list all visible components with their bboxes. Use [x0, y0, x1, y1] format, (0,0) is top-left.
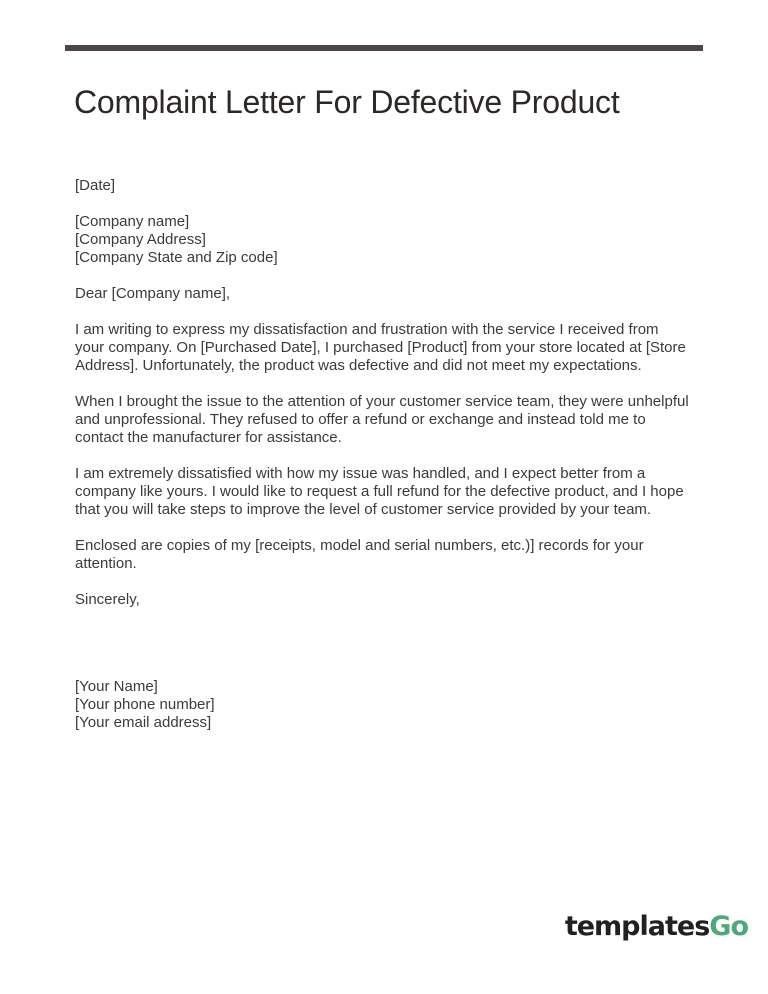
recipient-company-name: [Company name]: [75, 213, 190, 230]
signature-phone: [Your phone number]: [75, 696, 215, 713]
letter-body: [75, 177, 695, 750]
templatesgo-logo: [565, 911, 748, 942]
date-block: [75, 177, 695, 195]
paragraph-1: [75, 321, 695, 375]
recipient-company-address: [Company Address]: [75, 231, 206, 248]
paragraph-2-line-2: and unprofessional. They refused to offer a refund or exchange and instead told me to: [75, 411, 646, 428]
paragraph-4: [75, 537, 695, 573]
page-title: Complaint Letter For Defective Product: [74, 84, 620, 120]
logo-text-go: Go: [709, 911, 748, 942]
paragraph-3: [75, 465, 695, 519]
paragraph-3-line-3: that you will take steps to improve the level of customer service provided by your team.: [75, 501, 652, 518]
date-placeholder: [Date]: [75, 177, 116, 194]
logo-text-templates: templates: [564, 911, 710, 942]
salutation: [75, 285, 695, 303]
closing: [75, 591, 695, 609]
signature-name: [Your Name]: [75, 678, 158, 695]
paragraph-4-line-1: Enclosed are copies of my [receipts, model and serial numbers, etc.)] records for your: [75, 537, 644, 554]
recipient-block: [75, 213, 695, 267]
signature-email: [Your email address]: [75, 714, 212, 731]
recipient-company-state-zip: [Company State and Zip code]: [75, 249, 278, 266]
paragraph-1-line-2: your company. On [Purchased Date], I purchased [Product] from your store located at [Store: [75, 339, 686, 356]
paragraph-1-line-1: I am writing to express my dissatisfaction and frustration with the service I received from: [75, 321, 659, 338]
paragraph-4-line-2: attention.: [75, 555, 137, 572]
paragraph-2-line-3: contact the manufacturer for assistance.: [75, 429, 342, 446]
paragraph-1-line-3: Address]. Unfortunately, the product was defective and did not meet my expectations.: [75, 357, 642, 374]
signature-block: [75, 678, 695, 732]
paragraph-3-line-2: company like yours. I would like to request a full refund for the defective product, and I hope: [75, 483, 684, 500]
paragraph-2-line-1: When I brought the issue to the attention of your customer service team, they were unhelpful: [75, 393, 689, 410]
closing-line: Sincerely,: [75, 591, 140, 608]
top-divider-bar: [65, 45, 703, 51]
salutation-line: Dear [Company name],: [75, 285, 231, 302]
paragraph-3-line-1: I am extremely dissatisfied with how my issue was handled, and I expect better from a: [75, 465, 646, 482]
paragraph-2: [75, 393, 695, 447]
